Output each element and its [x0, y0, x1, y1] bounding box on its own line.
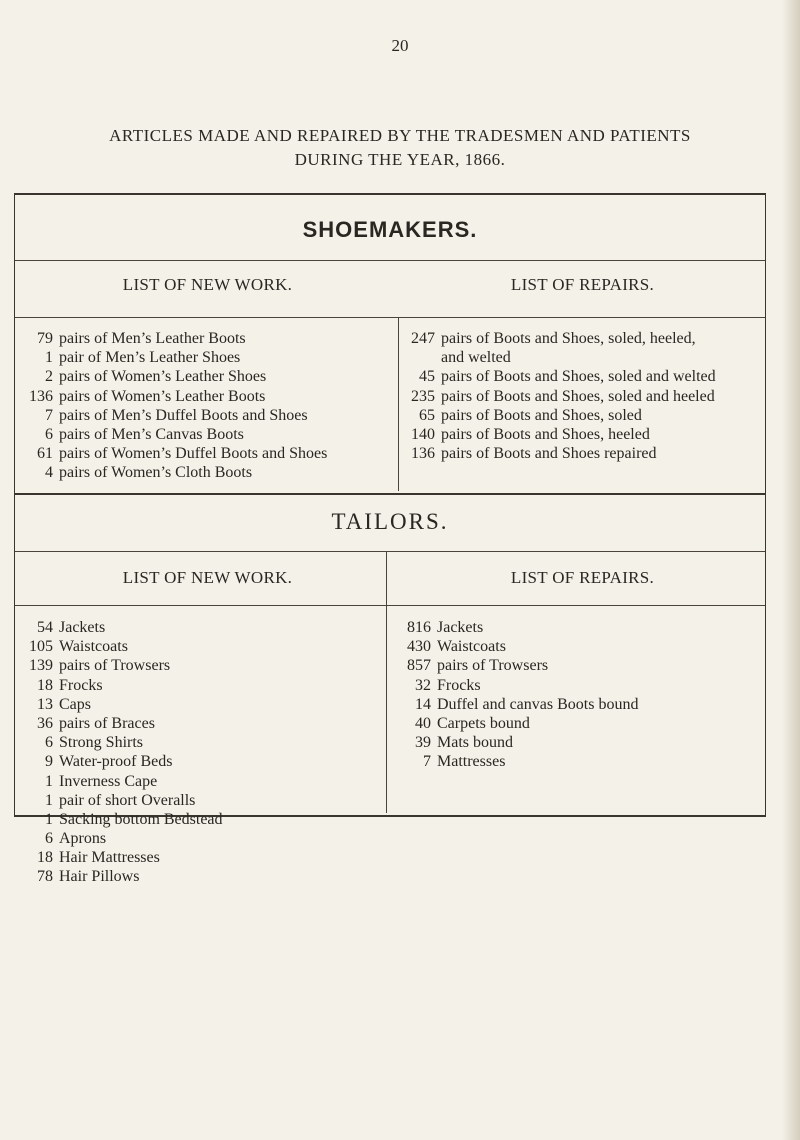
tailors-repairs-list [389, 618, 638, 772]
item-quantity: 54 [37, 619, 53, 636]
item-description: Carpets bound [437, 714, 530, 732]
list-item [393, 406, 716, 425]
item-description: pairs of Women’s Duffel Boots and Shoes [59, 445, 328, 463]
title-line-2: DURING THE YEAR, 1866. [294, 150, 506, 169]
item-quantity: 140 [411, 425, 435, 443]
item-quantity: 1 [45, 349, 53, 367]
item-description: pair of Men’s Leather Shoes [59, 349, 241, 367]
item-description: pairs of Men’s Duffel Boots and Shoes [59, 406, 308, 424]
column-divider [386, 551, 387, 813]
shoemakers-new-work-list [15, 329, 327, 483]
tailors-new-work-list [15, 618, 223, 887]
item-description: Mats bound [437, 734, 513, 752]
list-item [393, 367, 716, 386]
item-quantity: 7 [45, 406, 53, 424]
list-item [15, 387, 327, 406]
shoemakers-repairs-heading: LIST OF REPAIRS. [510, 275, 655, 294]
list-item [389, 618, 638, 637]
item-description: pairs of Boots and Shoes, soled and welted [441, 368, 716, 386]
list-item [15, 406, 327, 425]
item-quantity: 105 [29, 638, 53, 656]
item-quantity: 2 [45, 368, 53, 386]
list-item [15, 637, 223, 656]
item-description: Jackets [437, 619, 484, 636]
item-description: Caps [59, 695, 91, 713]
item-quantity: 136 [411, 445, 435, 463]
list-item [15, 444, 327, 463]
list-item [389, 676, 638, 695]
list-item [393, 348, 716, 367]
item-description: pairs of Trowsers [437, 657, 549, 675]
column-heading-divider [15, 605, 765, 606]
list-item [15, 348, 327, 367]
item-description: Waistcoats [437, 638, 506, 656]
item-description: Jackets [59, 619, 106, 636]
item-quantity: 430 [407, 638, 431, 656]
item-description: pairs of Boots and Shoes repaired [441, 445, 657, 463]
item-description: pairs of Boots and Shoes, soled, heeled, [441, 330, 696, 347]
item-description: pairs of Trowsers [59, 657, 171, 675]
item-description: pairs of Women’s Leather Boots [59, 387, 266, 405]
list-item [393, 387, 716, 406]
item-quantity: 65 [419, 406, 435, 424]
item-description: Waistcoats [59, 638, 128, 656]
item-quantity: 136 [29, 387, 53, 405]
list-item [15, 791, 223, 810]
item-description: Strong Shirts [59, 734, 144, 752]
item-quantity: 7 [423, 753, 431, 771]
item-quantity: 235 [411, 387, 435, 405]
item-description: Frocks [59, 676, 103, 694]
item-quantity: 13 [37, 695, 53, 713]
list-item [15, 714, 223, 733]
item-description: Inverness Cape [59, 772, 158, 790]
tailors-new-work-heading: LIST OF NEW WORK. [122, 568, 293, 587]
list-item [393, 329, 716, 348]
list-item [15, 656, 223, 675]
item-description: pairs of Women’s Cloth Boots [59, 464, 253, 482]
list-item [15, 695, 223, 714]
item-quantity: 816 [407, 619, 431, 636]
item-quantity: 4 [45, 464, 53, 482]
list-item [15, 618, 223, 637]
item-description: pairs of Boots and Shoes, soled [441, 406, 642, 424]
item-quantity: 857 [407, 657, 431, 675]
shoemakers-heading: SHOEMAKERS. [302, 217, 478, 242]
item-description: Frocks [437, 676, 481, 694]
item-quantity: 9 [45, 753, 53, 771]
item-quantity: 18 [37, 849, 53, 867]
item-quantity: 14 [415, 695, 431, 713]
list-item [15, 463, 327, 482]
list-item [389, 695, 638, 714]
document-title [0, 124, 800, 172]
item-quantity: 139 [29, 657, 53, 675]
item-quantity: 1 [45, 791, 53, 809]
section-divider [15, 551, 765, 552]
item-quantity: 6 [45, 734, 53, 752]
item-quantity: 6 [45, 425, 53, 443]
list-item [15, 752, 223, 771]
list-item [389, 637, 638, 656]
item-description: pairs of Men’s Leather Boots [59, 330, 246, 347]
item-quantity: 1 [45, 810, 53, 828]
page-number: 20 [391, 36, 409, 55]
item-quantity: 78 [37, 868, 53, 886]
column-heading-divider [15, 317, 765, 318]
item-description: Water-proof Beds [59, 753, 173, 771]
list-item [15, 848, 223, 867]
title-line-1: ARTICLES MADE AND REPAIRED BY THE TRADESMEN AND PATIENTS [109, 126, 691, 145]
item-quantity: 79 [37, 330, 53, 347]
item-description: Hair Pillows [59, 868, 140, 886]
item-description: Mattresses [437, 753, 506, 771]
item-description: pairs of Braces [59, 714, 155, 732]
section-divider [15, 260, 765, 261]
item-description: pair of short Overalls [59, 791, 196, 809]
item-quantity: 32 [415, 676, 431, 694]
item-quantity: 247 [411, 330, 435, 347]
shoemakers-new-work-heading: LIST OF NEW WORK. [122, 275, 293, 294]
list-item [389, 714, 638, 733]
tailors-heading: TAILORS. [331, 509, 449, 534]
item-description: pairs of Men’s Canvas Boots [59, 425, 244, 443]
list-item [389, 656, 638, 675]
shoemakers-repairs-list [393, 329, 716, 463]
list-item [15, 829, 223, 848]
item-description: Hair Mattresses [59, 849, 160, 867]
item-description: pairs of Women’s Leather Shoes [59, 368, 267, 386]
item-quantity: 1 [45, 772, 53, 790]
item-quantity: 6 [45, 830, 53, 848]
item-quantity: 39 [415, 734, 431, 752]
item-description: pairs of Boots and Shoes, heeled [441, 425, 650, 443]
item-description: Aprons [59, 830, 107, 848]
list-item [15, 772, 223, 791]
item-description: and welted [441, 349, 511, 367]
item-quantity: 40 [415, 714, 431, 732]
item-description: Sacking bottom Bedstead [59, 810, 223, 828]
item-description: pairs of Boots and Shoes, soled and heeled [441, 387, 715, 405]
tailors-section [14, 491, 766, 886]
item-quantity: 36 [37, 714, 53, 732]
list-item [393, 425, 716, 444]
list-item [389, 752, 638, 771]
item-quantity: 18 [37, 676, 53, 694]
list-item [15, 810, 223, 829]
list-item [393, 444, 716, 463]
list-item [15, 367, 327, 386]
shoemakers-section [14, 193, 766, 495]
list-item [15, 425, 327, 444]
list-item [15, 733, 223, 752]
list-item [15, 867, 223, 886]
item-quantity: 45 [419, 368, 435, 386]
item-description: Duffel and canvas Boots bound [437, 695, 639, 713]
tailors-repairs-heading: LIST OF REPAIRS. [510, 568, 655, 587]
item-quantity: 61 [37, 445, 53, 463]
list-item [15, 676, 223, 695]
list-item [389, 733, 638, 752]
list-item [15, 329, 327, 348]
